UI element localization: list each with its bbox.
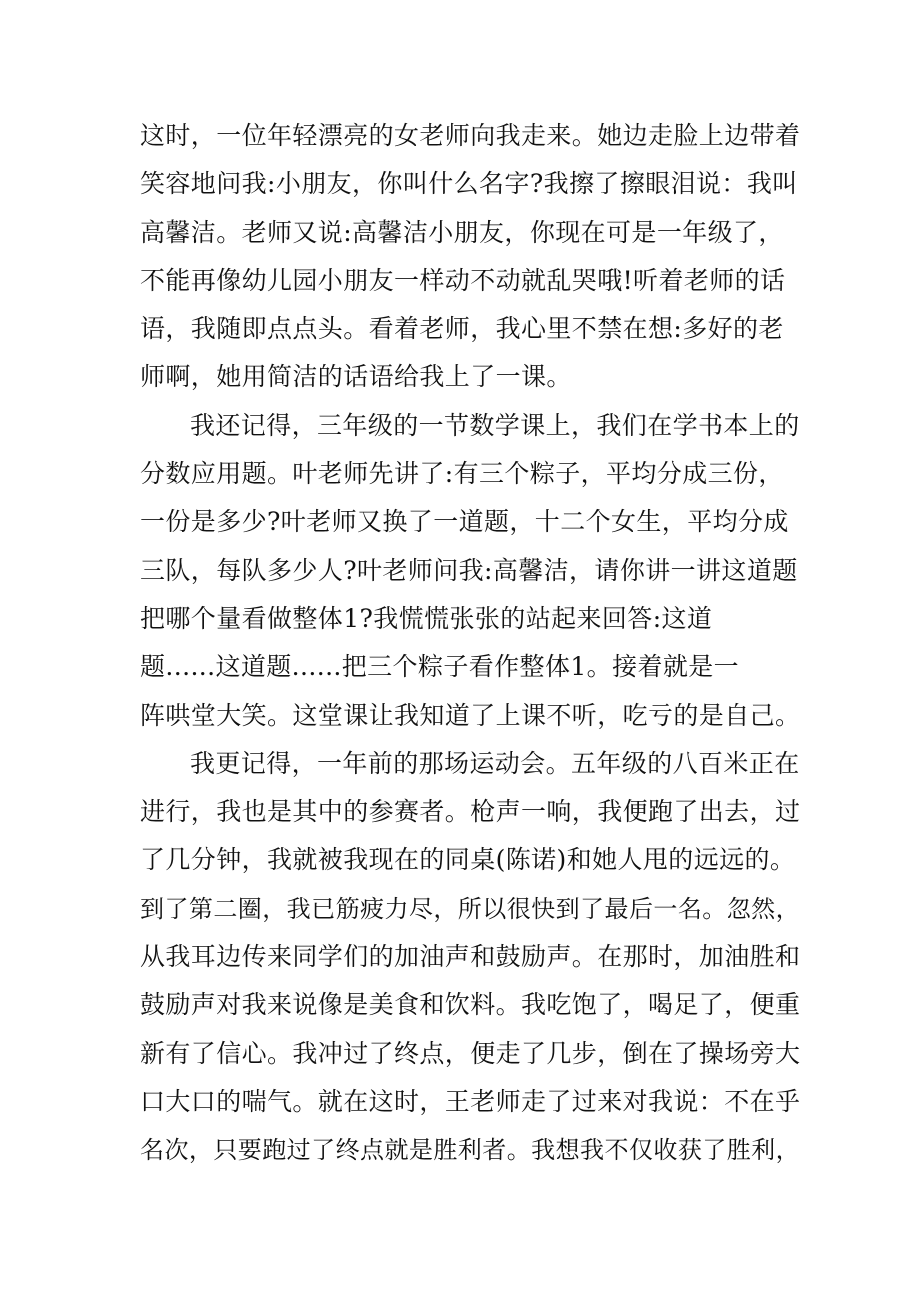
text-line: 高馨洁。老师又说:高馨洁小朋友，你现在可是一年级了， xyxy=(140,217,784,247)
body-text xyxy=(140,112,800,1175)
text-line: 三队，每队多少人?叶老师问我:高馨洁，请你讲一讲这道题 xyxy=(140,555,798,585)
text-line: 进行，我也是其中的参赛者。枪声一响，我便跑了出去，过 xyxy=(140,797,801,827)
text-line: 新有了信心。我冲过了终点，便走了几步，倒在了操场旁大 xyxy=(140,1038,801,1068)
text-line: 把哪个量看做整体1?我慌慌张张的站起来回答:这道 xyxy=(140,603,713,633)
text-line: 鼓励声对我来说像是美食和饮料。我吃饱了，喝足了，便重 xyxy=(140,990,801,1020)
text-line: 师啊，她用简洁的话语给我上了一课。 xyxy=(140,362,572,392)
text-line: 语，我随即点点头。看着老师，我心里不禁在想:多好的老 xyxy=(140,314,784,344)
text-line: 从我耳边传来同学们的加油声和鼓励声。在那时，加油胜和 xyxy=(140,942,801,972)
text-line: 一份是多少?叶老师又换了一道题，十二个女生，平均分成 xyxy=(140,507,789,537)
text-line: 我还记得，三年级的一节数学课上，我们在学书本上的 xyxy=(190,410,800,440)
text-line: 口大口的喘气。就在这时，王老师走了过来对我说：不在乎 xyxy=(140,1086,801,1116)
text-line: 分数应用题。叶老师先讲了:有三个粽子，平均分成三份， xyxy=(140,459,784,489)
text-line: 不能再像幼儿园小朋友一样动不动就乱哭哦!听着老师的话 xyxy=(140,265,786,295)
text-line: 阵哄堂大笑。这堂课让我知道了上课不听，吃亏的是自己。 xyxy=(140,700,801,730)
text-line: 名次，只要跑过了终点就是胜利者。我想我不仅收获了胜利， xyxy=(140,1136,801,1165)
text-line: 我更记得，一年前的那场运动会。五年级的八百米正在 xyxy=(190,748,800,778)
text-line: 笑容地问我:小朋友，你叫什么名字?我擦了擦眼泪说：我叫 xyxy=(140,169,798,199)
text-line: 题......这道题......把三个粽子看作整体1。接着就是一 xyxy=(140,652,740,682)
text-line: 了几分钟，我就被我现在的同桌(陈诺)和她人甩的远远的。 xyxy=(140,845,796,875)
text-line: 到了第二圈，我已筋疲力尽，所以很快到了最后一名。忽然， xyxy=(140,894,801,923)
text-line: 这时，一位年轻漂亮的女老师向我走来。她边走脸上边带着 xyxy=(140,121,801,150)
